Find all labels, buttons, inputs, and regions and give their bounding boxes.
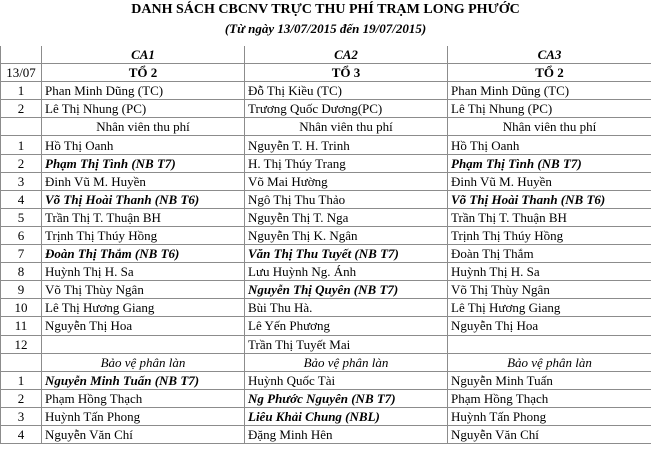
leader-name-ca3: Lê Thị Nhung (PC): [448, 100, 651, 118]
row-number: 5: [1, 208, 42, 226]
guard-row: [1, 371, 651, 389]
staff-name-ca3: Trần Thị T. Thuận BH: [448, 208, 651, 226]
staff-name-ca1: Lê Thị Hương Giang: [42, 299, 245, 317]
staff-section-label: Nhân viên thu phí: [245, 118, 448, 136]
row-number: 2: [1, 100, 42, 118]
row-number: [1, 118, 42, 136]
leader-name-ca2: Đỗ Thị Kiều (TC): [245, 82, 448, 100]
guard-name-ca2: Ng Phước Nguyên (NB T7): [245, 389, 448, 407]
team-ca1: TỔ 2: [42, 64, 245, 82]
staff-name-ca2: Võ Mai Hường: [245, 172, 448, 190]
staff-name-ca3: [448, 335, 651, 353]
team-ca3: TỔ 2: [448, 64, 651, 82]
roster-table: [0, 46, 651, 444]
guard-name-ca3: Nguyễn Văn Chí: [448, 425, 651, 443]
staff-row: [1, 263, 651, 281]
staff-row: [1, 154, 651, 172]
staff-section-label: Nhân viên thu phí: [448, 118, 651, 136]
guard-name-ca2: Đặng Minh Hên: [245, 425, 448, 443]
row-number: 2: [1, 154, 42, 172]
team-row: [1, 64, 651, 82]
leader-row: [1, 100, 651, 118]
staff-row: [1, 226, 651, 244]
guard-name-ca3: Huỳnh Tấn Phong: [448, 407, 651, 425]
staff-name-ca1: Đoàn Thị Thắm (NB T6): [42, 245, 245, 263]
guard-name-ca1: Nguyễn Văn Chí: [42, 425, 245, 443]
row-number: 1: [1, 371, 42, 389]
staff-name-ca3: Võ Thị Hoài Thanh (NB T6): [448, 190, 651, 208]
staff-name-ca3: Huỳnh Thị H. Sa: [448, 263, 651, 281]
staff-name-ca2: Nguyễn Thị Quyên (NB T7): [245, 281, 448, 299]
staff-name-ca1: Đinh Vũ M. Huyền: [42, 172, 245, 190]
row-number: 12: [1, 335, 42, 353]
staff-name-ca2: H. Thị Thúy Trang: [245, 154, 448, 172]
staff-name-ca1: Nguyễn Thị Hoa: [42, 317, 245, 335]
staff-name-ca1: Huỳnh Thị H. Sa: [42, 263, 245, 281]
guard-name-ca2: Liêu Khải Chung (NBL): [245, 407, 448, 425]
shift-header-ca3: CA3: [448, 46, 651, 64]
staff-row: [1, 335, 651, 353]
row-number: 3: [1, 172, 42, 190]
row-number: 4: [1, 425, 42, 443]
staff-section-row: [1, 118, 651, 136]
row-number: 8: [1, 263, 42, 281]
staff-row: [1, 299, 651, 317]
staff-name-ca3: Đinh Vũ M. Huyền: [448, 172, 651, 190]
staff-name-ca1: Võ Thị Thùy Ngân: [42, 281, 245, 299]
guard-name-ca2: Huỳnh Quốc Tài: [245, 371, 448, 389]
leader-name-ca1: Lê Thị Nhung (PC): [42, 100, 245, 118]
staff-name-ca1: Trần Thị T. Thuận BH: [42, 208, 245, 226]
staff-name-ca3: Võ Thị Thùy Ngân: [448, 281, 651, 299]
staff-section-label: Nhân viên thu phí: [42, 118, 245, 136]
row-number: 3: [1, 407, 42, 425]
staff-name-ca2: Ngô Thị Thu Thảo: [245, 190, 448, 208]
row-number: 2: [1, 389, 42, 407]
shift-header-row: [1, 46, 651, 64]
staff-row: [1, 190, 651, 208]
staff-name-ca2: Lê Yến Phương: [245, 317, 448, 335]
staff-name-ca3: Nguyễn Thị Hoa: [448, 317, 651, 335]
guard-name-ca3: Phạm Hồng Thạch: [448, 389, 651, 407]
leader-row: [1, 82, 651, 100]
staff-name-ca2: Lưu Huỳnh Ng. Ánh: [245, 263, 448, 281]
row-number: 4: [1, 190, 42, 208]
guard-name-ca1: Phạm Hồng Thạch: [42, 389, 245, 407]
guard-name-ca1: Nguyễn Minh Tuấn (NB T7): [42, 371, 245, 389]
shift-header-ca2: CA2: [245, 46, 448, 64]
staff-name-ca1: Hồ Thị Oanh: [42, 136, 245, 154]
guard-name-ca3: Nguyễn Minh Tuấn: [448, 371, 651, 389]
staff-row: [1, 172, 651, 190]
guard-row: [1, 425, 651, 443]
staff-name-ca1: Võ Thị Hoài Thanh (NB T6): [42, 190, 245, 208]
staff-row: [1, 208, 651, 226]
row-number: 6: [1, 226, 42, 244]
guard-section-label: Bảo vệ phân làn: [42, 353, 245, 371]
staff-name-ca3: Trịnh Thị Thúy Hồng: [448, 226, 651, 244]
row-number: 11: [1, 317, 42, 335]
staff-name-ca3: Lê Thị Hương Giang: [448, 299, 651, 317]
staff-row: [1, 281, 651, 299]
leader-name-ca3: Phan Minh Dũng (TC): [448, 82, 651, 100]
guard-section-label: Bảo vệ phân làn: [245, 353, 448, 371]
row-number: 9: [1, 281, 42, 299]
guard-name-ca1: Huỳnh Tấn Phong: [42, 407, 245, 425]
guard-section-label: Bảo vệ phân làn: [448, 353, 651, 371]
staff-row: [1, 317, 651, 335]
staff-name-ca2: Nguyễn Thị T. Nga: [245, 208, 448, 226]
staff-name-ca1: Phạm Thị Tình (NB T7): [42, 154, 245, 172]
staff-name-ca2: Nguyễn T. H. Trinh: [245, 136, 448, 154]
corner-cell: [1, 46, 42, 64]
staff-name-ca1: Trịnh Thị Thúy Hồng: [42, 226, 245, 244]
staff-name-ca2: Bùi Thu Hà.: [245, 299, 448, 317]
leader-name-ca1: Phan Minh Dũng (TC): [42, 82, 245, 100]
row-number: 1: [1, 136, 42, 154]
staff-name-ca2: Văn Thị Thu Tuyết (NB T7): [245, 245, 448, 263]
staff-name-ca1: [42, 335, 245, 353]
row-number: [1, 353, 42, 371]
page-title: DANH SÁCH CBCNV TRỰC THU PHÍ TRẠM LONG PHƯỚC: [131, 2, 520, 17]
roster-body: [1, 46, 651, 444]
staff-name-ca3: Hồ Thị Oanh: [448, 136, 651, 154]
staff-row: [1, 245, 651, 263]
guard-row: [1, 407, 651, 425]
staff-row: [1, 136, 651, 154]
shift-header-ca1: CA1: [42, 46, 245, 64]
guard-row: [1, 389, 651, 407]
team-ca2: TỔ 3: [245, 64, 448, 82]
staff-name-ca3: Phạm Thị Tình (NB T7): [448, 154, 651, 172]
staff-name-ca2: Trần Thị Tuyết Mai: [245, 335, 448, 353]
page-subtitle: (Từ ngày 13/07/2015 đến 19/07/2015): [224, 21, 427, 36]
row-number: 7: [1, 245, 42, 263]
staff-name-ca3: Đoàn Thị Thắm: [448, 245, 651, 263]
leader-name-ca2: Trương Quốc Dương(PC): [245, 100, 448, 118]
guard-section-row: [1, 353, 651, 371]
date-cell: 13/07: [1, 64, 42, 82]
row-number: 1: [1, 82, 42, 100]
row-number: 10: [1, 299, 42, 317]
staff-name-ca2: Nguyễn Thị K. Ngân: [245, 226, 448, 244]
